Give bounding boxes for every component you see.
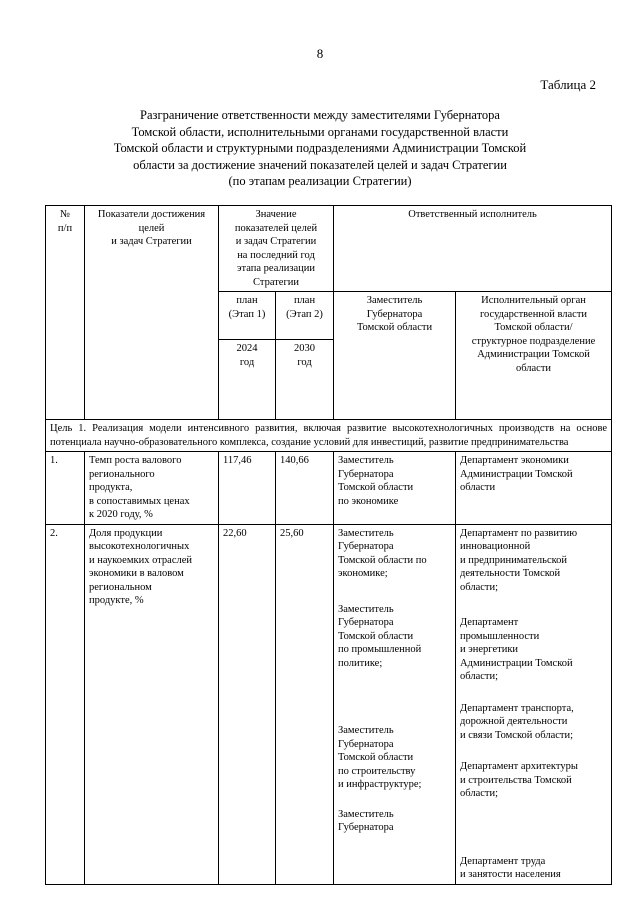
header-year-2024: 2024 год [219,340,276,420]
deputy-next: Заместитель Губернатора [338,808,394,833]
page-number: 8 [316,46,324,61]
table-label: Таблица 2 [540,77,596,92]
responsibility-table [45,205,612,885]
row-value-2024: 117,46 [219,452,276,525]
goal-row [46,420,612,452]
header-num: № п/п [46,206,85,420]
row-value-2030: 140,66 [276,452,334,525]
header-plan-1: план (Этап 1) [219,292,276,340]
deputy-construction: Заместитель Губернатора Томской области по строительству и инфраструктуре; [338,725,422,790]
row-body: Департамент экономики Администрации Томской области [456,452,612,525]
title-line: Томской области, исполнительными органами государственной власти [131,124,509,139]
body-innovation: Департамент по развитию инновационной и предпринимательской деятельности Томской области; [460,527,578,593]
goal-1-text: Цель 1. Реализация модели интенсивного развития, включая развитие высокотехнологичных производств на основе потенциала научно-образовательного комплекса, создание условий для инвестиций, развитие предпринимательства [46,420,612,452]
deputy-economy: Заместитель Губернатора Томской области по экономике; [338,527,427,579]
body-architecture: Департамент архитектуры и строительства Томской области; [460,761,578,799]
header-year-2030: 2030 год [276,340,334,420]
table-row [46,452,612,525]
header-value-group: Значение показателей целей и задач Стратегии на последний год этапа реализации Стратегии [219,206,334,292]
title-line: (по этапам реализации Стратегии) [228,174,412,188]
title-line: Томской области и структурными подразделениями Администрации Томской [113,141,527,155]
header-body: Исполнительный орган государственной власти Томской области/ структурное подразделение Администрации Томской области [456,292,612,420]
row-bodies [456,524,612,884]
body-transport: Департамент транспорта, дорожной деятельности и связи Томской области; [460,702,574,741]
row-deputy: Заместитель Губернатора Томской области по экономике [334,452,456,525]
body-labour: Департамент труда и занятости населения [460,855,561,880]
header-deputy: Заместитель Губернатора Томской области [334,292,456,420]
header-indicator: Показатели достижения целей и задач Стратегии [85,206,219,420]
header-row [46,206,612,292]
table-title [40,107,600,190]
body-industry: Департамент промышленности и энергетики Администрации Томской области; [460,617,573,682]
row-num: 1. [46,452,85,525]
row-num: 2. [46,524,85,884]
row-value-2030: 25,60 [276,524,334,884]
row-indicator: Доля продукции высокотехнологичных и наукоемких отраслей экономики в валовом региональном продукте, % [85,524,219,884]
row-indicator: Темп роста валового регионального продукта, в сопоставимых ценах к 2020 году, % [85,452,219,525]
row-deputies [334,524,456,884]
deputy-industry: Заместитель Губернатора Томской области по промышленной политике; [338,603,422,669]
title-line: Разграничение ответственности между заместителями Губернатора [140,108,500,122]
header-plan-2: план (Этап 2) [276,292,334,340]
header-responsible: Ответственный исполнитель [334,206,612,292]
row-value-2024: 22,60 [219,524,276,884]
title-line: области за достижение значений показателей целей и задач Стратегии [133,157,507,172]
table-row [46,524,612,884]
